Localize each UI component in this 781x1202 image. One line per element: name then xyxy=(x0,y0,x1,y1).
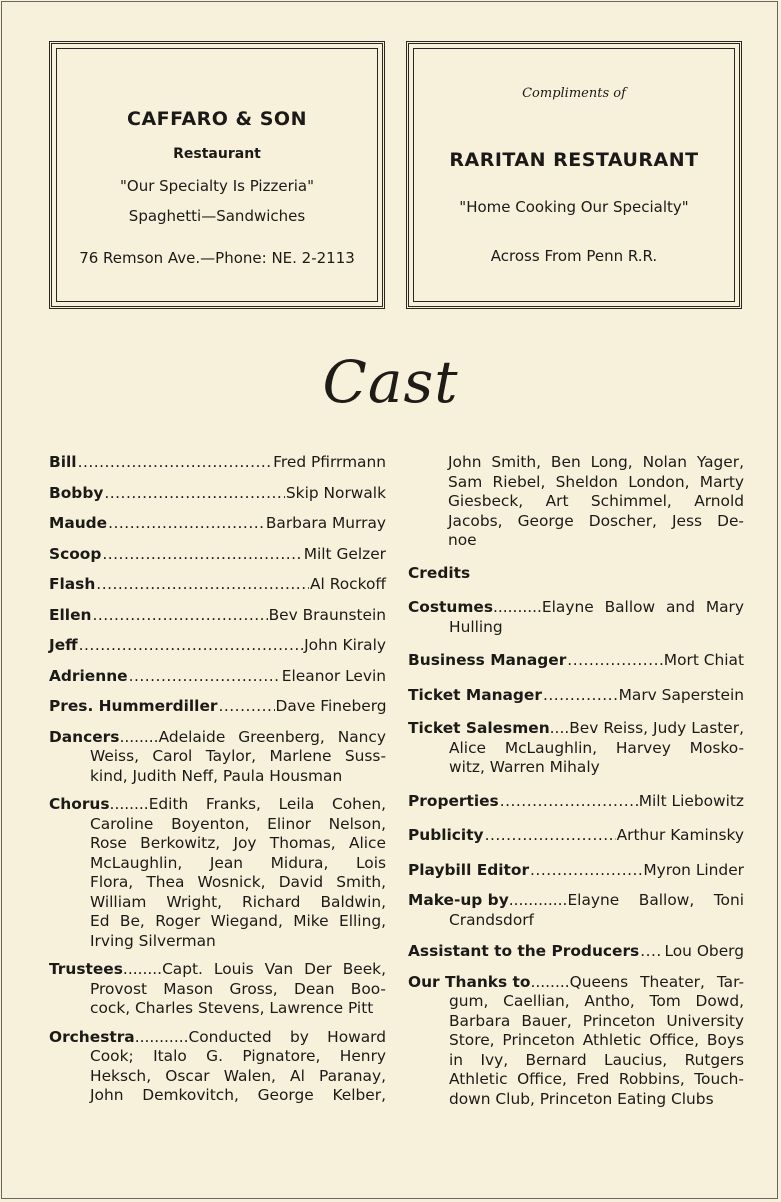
ad-items: Spaghetti—Sandwiches xyxy=(128,207,306,225)
label: Chorus xyxy=(49,795,110,813)
text-line: Rose Berkowitz, Joy Thomas, Alice xyxy=(90,834,386,852)
dancers-entry: Dancers ........ Adelaide Greenberg, Nancy Weiss, Carol Taylor, Marlene Suss- kind, Judith Neff, Paula Housman xyxy=(49,727,386,785)
credit-row xyxy=(408,651,744,671)
text-line: Hulling xyxy=(449,617,503,636)
label: Ticket Salesmen xyxy=(408,719,550,737)
role: Pres. Hummerdiller xyxy=(49,697,218,715)
text-line: in Ivy, Bernard Laucius, Rutgers xyxy=(449,1050,744,1069)
text: Adelaide Greenberg, Nancy xyxy=(158,727,386,746)
text-line: Cook; Italo G. Pignatore, Henry xyxy=(90,1047,386,1065)
name: Arthur Kaminsky xyxy=(616,826,744,844)
label: Dancers xyxy=(49,727,120,746)
text-line: Irving Silverman xyxy=(90,931,216,950)
actor: Bev Braunstein xyxy=(268,605,386,624)
text: Conducted by Howard xyxy=(188,1027,386,1046)
text-line: William Wright, Richard Baldwin, xyxy=(90,892,386,911)
chorus-entry: Chorus ........ Edith Franks, Leila Cohen, Caroline Boyenton, Elinor Nelson, Rose Berkowitz, Joy Thomas, Alice McLaughlin, Jean Midura, Lois Flora, Thea Wosnick, David Smith, William Wright, Richard Baldwin, Ed Be, Roger Wiegand, Mike Elling, Irving Silverman xyxy=(49,795,386,950)
cast-row xyxy=(49,667,386,687)
orchestra-continued xyxy=(408,453,744,551)
text-line: Provost Mason Gross, Dean Boo- xyxy=(90,979,386,998)
cast-row xyxy=(49,514,386,534)
name: Milt Liebowitz xyxy=(638,791,744,810)
cast-column-left xyxy=(49,453,386,1115)
actor: Skip Norwalk xyxy=(285,483,386,502)
role: Ellen xyxy=(49,605,92,624)
trustees-entry: Trustees ........ Capt. Louis Van Der Beek, Provost Mason Gross, Dean Boo- cock, Charles Stevens, Lawrence Pitt xyxy=(49,960,386,1017)
ad-slogan: "Our Specialty Is Pizzeria" xyxy=(119,177,314,195)
name: Mort Chiat xyxy=(663,651,744,669)
actor: Fred Pfirrmann xyxy=(273,453,386,471)
actor: Milt Gelzer xyxy=(303,544,386,563)
text-line: witz, Warren Mihaly xyxy=(449,758,600,776)
ad-slogan: "Home Cooking Our Specialty" xyxy=(459,198,689,216)
credit-row xyxy=(408,861,744,881)
ad-location: Across From Penn R.R. xyxy=(490,247,658,265)
credit-row xyxy=(408,826,744,846)
cast-row xyxy=(49,484,386,504)
credit-row xyxy=(408,942,744,962)
actor: Barbara Murray xyxy=(265,514,386,532)
role: Playbill Editor xyxy=(408,860,530,879)
makeup-entry: Make-up by ............ Elayne Ballow, Toni Crandsdorf xyxy=(408,891,744,929)
text-line: Crandsdorf xyxy=(449,910,534,929)
ad-raritan-restaurant xyxy=(406,41,742,309)
cast-row xyxy=(49,545,386,565)
cast-row xyxy=(49,453,386,473)
credit-row xyxy=(408,686,744,706)
cast-row xyxy=(49,697,386,717)
label: Trustees xyxy=(49,960,123,978)
orchestra-entry: Orchestra ........... Conducted by Howard Cook; Italo G. Pignatore, Henry Heksch, Oscar Walen, Al Paranay, John Demkovitch, George Kelber, xyxy=(49,1027,386,1104)
label: Make-up by xyxy=(408,891,509,909)
label: Our Thanks to xyxy=(408,972,531,991)
role: Maude xyxy=(49,514,108,532)
text-line: gum, Caellian, Antho, Tom Dowd, xyxy=(449,992,744,1010)
costumes-entry: Costumes .......... Elayne Ballow and Mary Hulling xyxy=(408,598,744,636)
text-line: Jacobs, George Doscher, Jess De- xyxy=(448,511,744,530)
label: Costumes xyxy=(408,598,493,616)
text: Elayne Ballow and Mary xyxy=(541,598,744,616)
credit-row xyxy=(408,792,744,812)
text: Elayne Ballow, Toni xyxy=(567,891,744,909)
text-line: Heksch, Oscar Walen, Al Paranay, xyxy=(90,1066,386,1085)
text-line: noe xyxy=(448,531,477,549)
text: Edith Franks, Leila Cohen, xyxy=(148,795,386,813)
cast-row xyxy=(49,636,386,656)
text-line: McLaughlin, Jean Midura, Lois xyxy=(90,853,386,872)
text: Capt. Louis Van Der Beek, xyxy=(162,960,386,978)
ad-caffaro-and-son xyxy=(49,41,385,309)
text-line: John Smith, Ben Long, Nolan Yager, xyxy=(448,453,744,471)
ticket-salesmen-entry: Ticket Salesmen .... Bev Reiss, Judy Laster, Alice McLaughlin, Harvey Mosko- witz, Warren Mihaly xyxy=(408,719,744,776)
text-line: Flora, Thea Wosnick, David Smith, xyxy=(90,873,386,891)
text-line: Barbara Bauer, Princeton University xyxy=(449,1011,744,1030)
text-line: kind, Judith Neff, Paula Housman xyxy=(90,766,343,785)
name: Lou Oberg xyxy=(664,942,744,960)
text-line: Sam Riebel, Sheldon London, Marty xyxy=(448,472,744,491)
actor: Eleanor Levin xyxy=(281,666,386,685)
role: Bill xyxy=(49,453,77,471)
actor: John Kiraly xyxy=(304,636,386,654)
role: Scoop xyxy=(49,544,102,563)
role: Assistant to the Producers xyxy=(408,942,640,960)
text-line: Store, Princeton Athletic Office, Boys xyxy=(449,1031,744,1049)
cast-row xyxy=(49,606,386,626)
role: Jeff xyxy=(49,636,78,654)
ad-name: CAFFARO & SON xyxy=(127,108,307,130)
actor: Al Rockoff xyxy=(310,575,386,593)
credits-heading: Credits xyxy=(408,563,471,582)
text-line: Athletic Office, Fred Robbins, Touch- xyxy=(449,1070,744,1088)
page-title: Cast xyxy=(322,348,459,416)
role: Flash xyxy=(49,575,96,593)
ad-compliments: Compliments of xyxy=(522,86,626,101)
ad-name: RARITAN RESTAURANT xyxy=(449,149,699,171)
role: Adrienne xyxy=(49,666,128,685)
text-line: Caroline Boyenton, Elinor Nelson, xyxy=(90,814,386,833)
role: Ticket Manager xyxy=(408,685,542,704)
actor: Dave Fineberg xyxy=(275,697,387,715)
credits-column-right xyxy=(408,453,744,1118)
text-line: Weiss, Carol Taylor, Marlene Suss- xyxy=(90,747,386,765)
text-line: Ed Be, Roger Wiegand, Mike Elling, xyxy=(90,912,386,930)
text-line: down Club, Princeton Eating Clubs xyxy=(449,1089,714,1108)
text: Queens Theater, Tar- xyxy=(569,972,744,991)
text-line: John Demkovitch, George Kelber, xyxy=(90,1086,386,1104)
role: Bobby xyxy=(49,483,104,502)
text-line: Alice McLaughlin, Harvey Mosko- xyxy=(449,738,744,757)
text: Bev Reiss, Judy Laster, xyxy=(569,719,744,737)
ad-type: Restaurant xyxy=(173,146,261,162)
role: Publicity xyxy=(408,826,484,844)
text-line: cock, Charles Stevens, Lawrence Pitt xyxy=(90,999,374,1017)
role: Properties xyxy=(408,791,499,810)
ad-address: 76 Remson Ave.—Phone: NE. 2-2113 xyxy=(79,249,355,267)
text-line: Giesbeck, Art Schimmel, Arnold xyxy=(448,492,744,510)
name: Marv Saperstein xyxy=(618,685,744,704)
label: Orchestra xyxy=(49,1027,135,1046)
thanks-entry: Our Thanks to ........ Queens Theater, Tar- gum, Caellian, Antho, Tom Dowd, Barbara Bauer, Princeton University Store, Princeton Athletic Office, Boys in Ivy, Bernard Laucius, Rutgers Athletic Office, Fred Robbins, Touch- down Club, Princeton Eating Clubs xyxy=(408,972,744,1108)
role: Business Manager xyxy=(408,651,567,669)
cast-row xyxy=(49,575,386,595)
name: Myron Linder xyxy=(643,860,744,879)
